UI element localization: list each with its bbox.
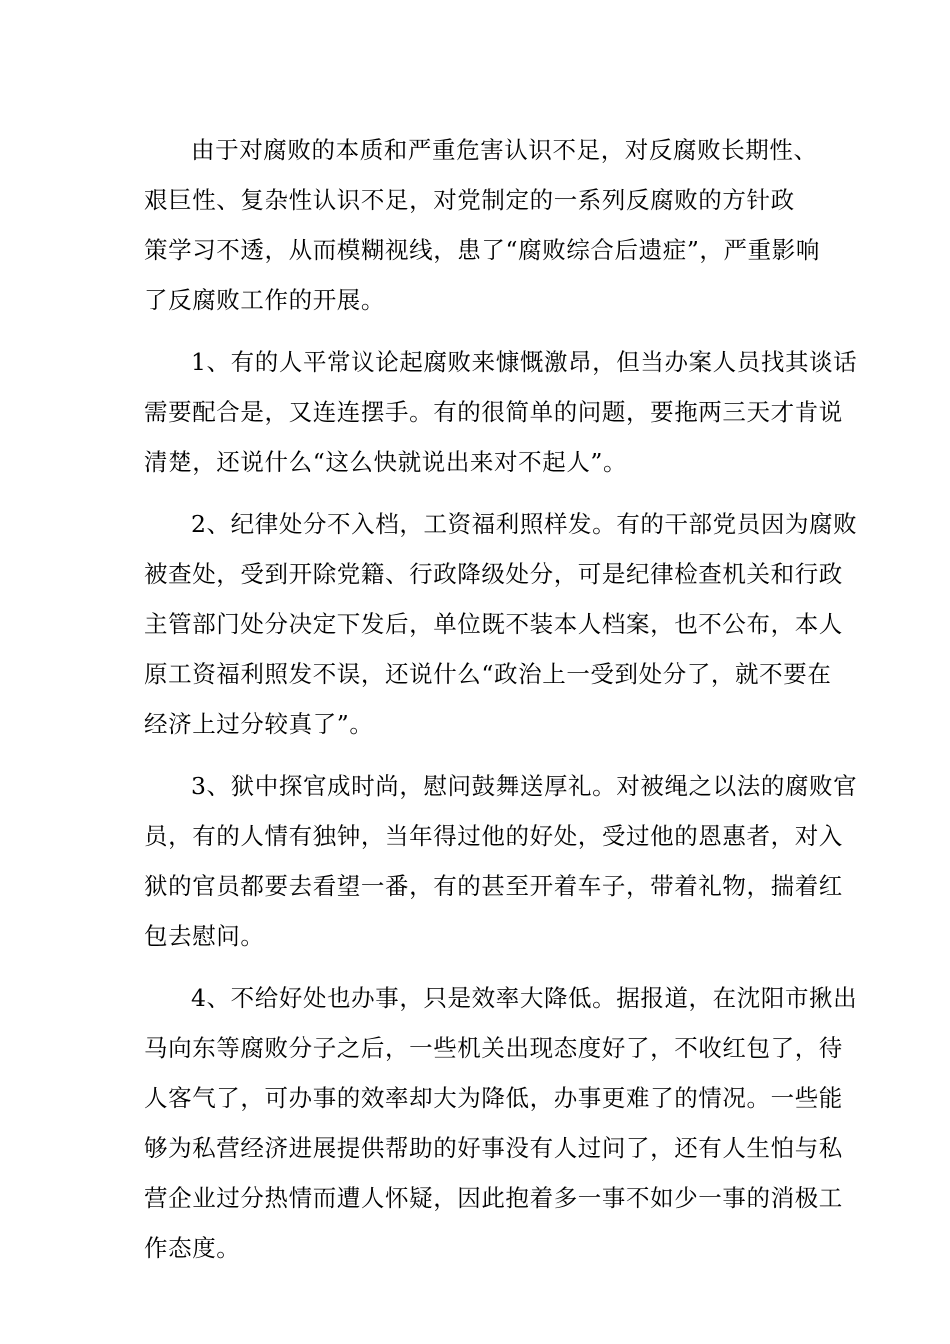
paragraph-line: 经济上过分较真了”。	[144, 710, 374, 738]
paragraph-line: 原工资福利照发不误，还说什么“政治上一受到处分了，就不要在	[144, 660, 832, 688]
paragraph-item-2	[144, 499, 858, 749]
paragraph-line: 包去慰问。	[144, 922, 265, 950]
paragraph-line: 3、狱中探官成时尚，慰问鼓舞送厚礼。对被绳之以法的腐败官	[191, 772, 858, 800]
paragraph-line: 马向东等腐败分子之后，一些机关出现态度好了，不收红包了，待	[144, 1034, 843, 1062]
paragraph-line: 作态度。	[144, 1234, 241, 1262]
paragraph-line: 被查处，受到开除党籍、行政降级处分，可是纪律检查机关和行政	[144, 560, 843, 588]
paragraph-item-4	[144, 973, 858, 1273]
document-body	[144, 125, 858, 1273]
paragraph-line: 员，有的人情有独钟，当年得过他的好处，受过他的恩惠者，对入	[144, 822, 843, 850]
paragraph-line: 1、有的人平常议论起腐败来慷慨激昂，但当办案人员找其谈话	[191, 348, 858, 376]
paragraph-line: 够为私营经济进展提供帮助的好事没有人过问了，还有人生怕与私	[144, 1134, 843, 1162]
paragraph-intro	[144, 125, 820, 325]
paragraph-line: 策学习不透，从而模糊视线，患了“腐败综合后遗症”，严重影响	[144, 236, 820, 264]
paragraph-line: 4、不给好处也办事，只是效率大降低。据报道，在沈阳市揪出	[191, 984, 858, 1012]
paragraph-line: 2、纪律处分不入档，工资福利照样发。有的干部党员因为腐败	[191, 510, 858, 538]
paragraph-line: 了反腐败工作的开展。	[144, 286, 385, 314]
paragraph-line: 狱的官员都要去看望一番，有的甚至开着车子，带着礼物，揣着红	[144, 872, 843, 900]
paragraph-line: 清楚，还说什么“这么快就说出来对不起人”。	[144, 448, 628, 476]
paragraph-line: 营企业过分热情而遭人怀疑，因此抱着多一事不如少一事的消极工	[144, 1184, 843, 1212]
paragraph-line: 需要配合是，又连连摆手。有的很简单的问题，要拖两三天才肯说	[144, 398, 843, 426]
paragraph-line: 主管部门处分决定下发后，单位既不装本人档案，也不公布，本人	[144, 610, 843, 638]
paragraph-item-1	[144, 337, 858, 487]
paragraph-line: 由于对腐败的本质和严重危害认识不足，对反腐败长期性、	[191, 136, 818, 164]
paragraph-line: 人客气了，可办事的效率却大为降低，办事更难了的情况。一些能	[144, 1084, 843, 1112]
paragraph-line: 艰巨性、复杂性认识不足，对党制定的一系列反腐败的方针政	[144, 186, 795, 214]
paragraph-item-3	[144, 761, 858, 961]
